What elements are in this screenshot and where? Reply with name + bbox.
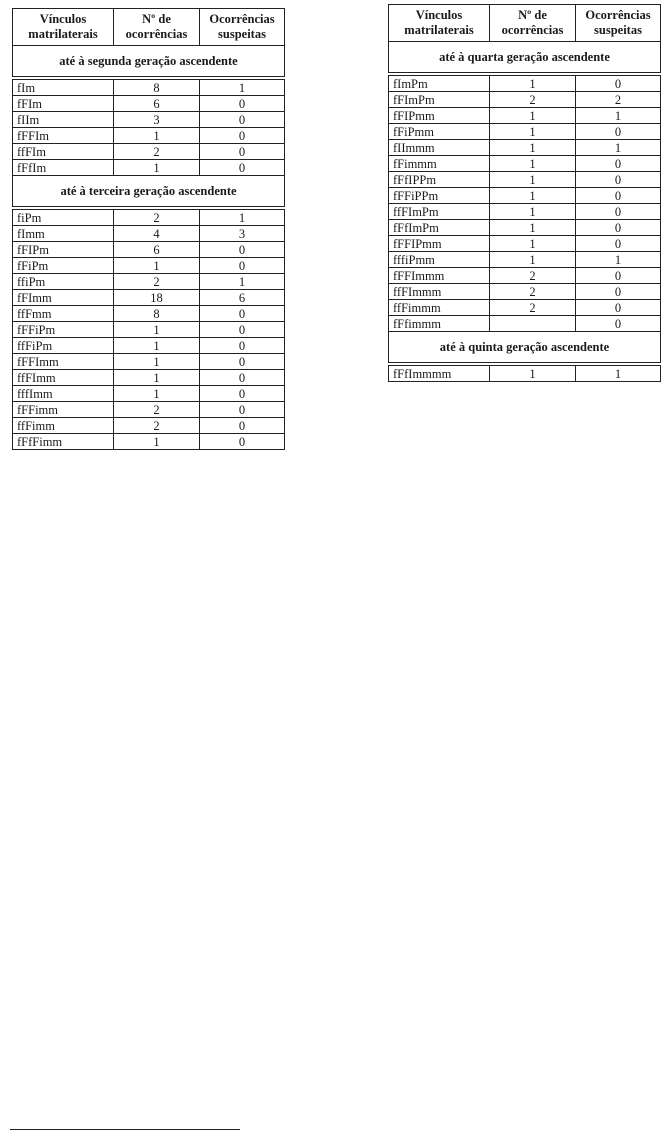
header-links: Vínculos matrilaterais xyxy=(389,5,490,42)
link-cell: fIImmm xyxy=(389,140,490,156)
occurrences-cell: 1 xyxy=(490,124,576,140)
suspect-cell: 0 xyxy=(576,204,661,220)
occurrences-cell: 1 xyxy=(114,322,200,338)
suspect-cell: 0 xyxy=(200,306,285,322)
occurrences-cell: 1 xyxy=(490,236,576,252)
link-cell: fFIm xyxy=(13,96,114,112)
suspect-cell: 0 xyxy=(200,338,285,354)
suspect-cell: 0 xyxy=(576,188,661,204)
suspect-cell: 0 xyxy=(200,322,285,338)
section-header-row xyxy=(389,42,661,75)
table-row xyxy=(389,220,661,236)
occurrences-cell: 1 xyxy=(490,364,576,382)
header-row xyxy=(13,9,285,46)
suspect-cell: 0 xyxy=(576,316,661,332)
link-cell: fIIm xyxy=(13,112,114,128)
occurrences-cell: 1 xyxy=(490,188,576,204)
occurrences-cell: 1 xyxy=(114,386,200,402)
footnote-rule xyxy=(10,1129,240,1130)
suspect-cell: 0 xyxy=(576,236,661,252)
kinship-table-right xyxy=(388,4,661,382)
occurrences-cell: 1 xyxy=(490,220,576,236)
suspect-cell: 0 xyxy=(200,434,285,450)
occurrences-cell: 3 xyxy=(114,112,200,128)
table-row xyxy=(389,252,661,268)
table-row xyxy=(13,322,285,338)
kinship-table-left xyxy=(12,8,285,450)
link-cell: fFfFimm xyxy=(13,434,114,450)
link-cell: fFiPmm xyxy=(389,124,490,140)
occurrences-cell: 6 xyxy=(114,96,200,112)
suspect-cell: 0 xyxy=(200,144,285,160)
table-row xyxy=(13,242,285,258)
link-cell: fFfIm xyxy=(13,160,114,176)
link-cell: fFfImPm xyxy=(389,220,490,236)
link-cell: fImPm xyxy=(389,74,490,92)
occurrences-cell: 2 xyxy=(490,92,576,108)
table-row xyxy=(13,370,285,386)
suspect-cell: 0 xyxy=(200,370,285,386)
suspect-cell: 1 xyxy=(200,78,285,96)
link-cell: ffFiPm xyxy=(13,338,114,354)
occurrences-cell: 1 xyxy=(114,434,200,450)
table-row xyxy=(13,402,285,418)
suspect-cell: 0 xyxy=(576,74,661,92)
section-header-row xyxy=(13,176,285,209)
table-row xyxy=(389,140,661,156)
link-cell: fFFIm xyxy=(13,128,114,144)
occurrences-cell: 2 xyxy=(114,208,200,226)
suspect-cell: 0 xyxy=(576,268,661,284)
header-suspect: Ocorrências suspeitas xyxy=(576,5,661,42)
section-header-row xyxy=(13,46,285,79)
suspect-cell: 0 xyxy=(200,112,285,128)
occurrences-cell: 1 xyxy=(490,252,576,268)
table-row xyxy=(389,364,661,382)
link-cell: fFImm xyxy=(13,290,114,306)
occurrences-cell: 18 xyxy=(114,290,200,306)
suspect-cell: 0 xyxy=(576,124,661,140)
link-cell: fFiPm xyxy=(13,258,114,274)
header-suspect: Ocorrências suspeitas xyxy=(200,9,285,46)
link-cell: fFfIPPm xyxy=(389,172,490,188)
table-row xyxy=(389,124,661,140)
link-cell: fFIPmm xyxy=(389,108,490,124)
link-cell: fFFiPPm xyxy=(389,188,490,204)
table-row xyxy=(389,92,661,108)
table-row xyxy=(389,236,661,252)
suspect-cell: 0 xyxy=(576,156,661,172)
table-row xyxy=(13,354,285,370)
occurrences-cell: 2 xyxy=(490,284,576,300)
occurrences-cell: 1 xyxy=(114,160,200,176)
link-cell: fFImPm xyxy=(389,92,490,108)
occurrences-cell: 2 xyxy=(114,402,200,418)
link-cell: ffFImm xyxy=(13,370,114,386)
table-header xyxy=(13,9,285,46)
link-cell: fFfImmmm xyxy=(389,364,490,382)
table-row xyxy=(389,188,661,204)
occurrences-cell xyxy=(490,316,576,332)
occurrences-cell: 1 xyxy=(114,128,200,144)
link-cell: fFFiPm xyxy=(13,322,114,338)
suspect-cell: 0 xyxy=(200,128,285,144)
section-header-row xyxy=(389,332,661,365)
occurrences-cell: 2 xyxy=(114,418,200,434)
suspect-cell: 6 xyxy=(200,290,285,306)
link-cell: ffFIm xyxy=(13,144,114,160)
occurrences-cell: 4 xyxy=(114,226,200,242)
table-row xyxy=(13,434,285,450)
link-cell: fImm xyxy=(13,226,114,242)
table-row xyxy=(13,128,285,144)
link-cell: fFimmm xyxy=(389,156,490,172)
table-row xyxy=(13,112,285,128)
link-cell: ffFImPm xyxy=(389,204,490,220)
header-occurrences: Nº de ocorrências xyxy=(114,9,200,46)
table-row xyxy=(13,290,285,306)
table-row xyxy=(389,284,661,300)
occurrences-cell: 1 xyxy=(114,258,200,274)
suspect-cell: 0 xyxy=(200,242,285,258)
suspect-cell: 0 xyxy=(200,96,285,112)
header-links: Vínculos matrilaterais xyxy=(13,9,114,46)
occurrences-cell: 2 xyxy=(490,300,576,316)
header-row xyxy=(389,5,661,42)
link-cell: ffFimmm xyxy=(389,300,490,316)
table-row xyxy=(13,78,285,96)
suspect-cell: 0 xyxy=(200,386,285,402)
occurrences-cell: 1 xyxy=(490,108,576,124)
suspect-cell: 1 xyxy=(576,252,661,268)
table-header xyxy=(389,5,661,42)
occurrences-cell: 2 xyxy=(114,274,200,290)
link-cell: fFFIPmm xyxy=(389,236,490,252)
suspect-cell: 0 xyxy=(576,300,661,316)
table-row xyxy=(389,74,661,92)
table-row xyxy=(389,204,661,220)
occurrences-cell: 1 xyxy=(114,338,200,354)
occurrences-cell: 1 xyxy=(490,172,576,188)
occurrences-cell: 8 xyxy=(114,306,200,322)
suspect-cell: 3 xyxy=(200,226,285,242)
link-cell: fFFImmm xyxy=(389,268,490,284)
suspect-cell: 0 xyxy=(200,402,285,418)
link-cell: fffImm xyxy=(13,386,114,402)
occurrences-cell: 6 xyxy=(114,242,200,258)
link-cell: fIm xyxy=(13,78,114,96)
table-row xyxy=(389,156,661,172)
table-row xyxy=(13,258,285,274)
occurrences-cell: 1 xyxy=(114,370,200,386)
occurrences-cell: 2 xyxy=(114,144,200,160)
occurrences-cell: 1 xyxy=(490,74,576,92)
table-row xyxy=(13,160,285,176)
suspect-cell: 0 xyxy=(200,354,285,370)
table-row xyxy=(13,338,285,354)
table-row xyxy=(389,268,661,284)
link-cell: ffFmm xyxy=(13,306,114,322)
link-cell: ffFimm xyxy=(13,418,114,434)
link-cell: fFFimm xyxy=(13,402,114,418)
occurrences-cell: 1 xyxy=(114,354,200,370)
link-cell: fiPm xyxy=(13,208,114,226)
link-cell: ffFImmm xyxy=(389,284,490,300)
table-row xyxy=(13,386,285,402)
suspect-cell: 1 xyxy=(576,140,661,156)
occurrences-cell: 1 xyxy=(490,204,576,220)
suspect-cell: 1 xyxy=(576,364,661,382)
suspect-cell: 0 xyxy=(200,160,285,176)
suspect-cell: 0 xyxy=(576,172,661,188)
link-cell: fFFImm xyxy=(13,354,114,370)
link-cell: fFfimmm xyxy=(389,316,490,332)
table-row xyxy=(13,226,285,242)
link-cell: fFIPm xyxy=(13,242,114,258)
occurrences-cell: 1 xyxy=(490,156,576,172)
occurrences-cell: 8 xyxy=(114,78,200,96)
table-row xyxy=(13,96,285,112)
suspect-cell: 1 xyxy=(576,108,661,124)
table-row xyxy=(389,108,661,124)
table-row xyxy=(13,274,285,290)
header-occurrences: Nº de ocorrências xyxy=(490,5,576,42)
table-row xyxy=(389,172,661,188)
suspect-cell: 0 xyxy=(576,220,661,236)
table-row xyxy=(13,208,285,226)
table-row xyxy=(389,300,661,316)
section-title: até à terceira geração ascendente xyxy=(13,176,285,209)
link-cell: ffiPm xyxy=(13,274,114,290)
occurrences-cell: 1 xyxy=(490,140,576,156)
table-row xyxy=(389,316,661,332)
suspect-cell: 0 xyxy=(576,284,661,300)
occurrences-cell: 2 xyxy=(490,268,576,284)
section-title: até à segunda geração ascendente xyxy=(13,46,285,79)
suspect-cell: 0 xyxy=(200,418,285,434)
table-row xyxy=(13,144,285,160)
suspect-cell: 2 xyxy=(576,92,661,108)
table-row xyxy=(13,306,285,322)
section-title: até à quinta geração ascendente xyxy=(389,332,661,365)
link-cell: fffiPmm xyxy=(389,252,490,268)
suspect-cell: 1 xyxy=(200,274,285,290)
suspect-cell: 1 xyxy=(200,208,285,226)
table-row xyxy=(13,418,285,434)
suspect-cell: 0 xyxy=(200,258,285,274)
section-title: até à quarta geração ascendente xyxy=(389,42,661,75)
